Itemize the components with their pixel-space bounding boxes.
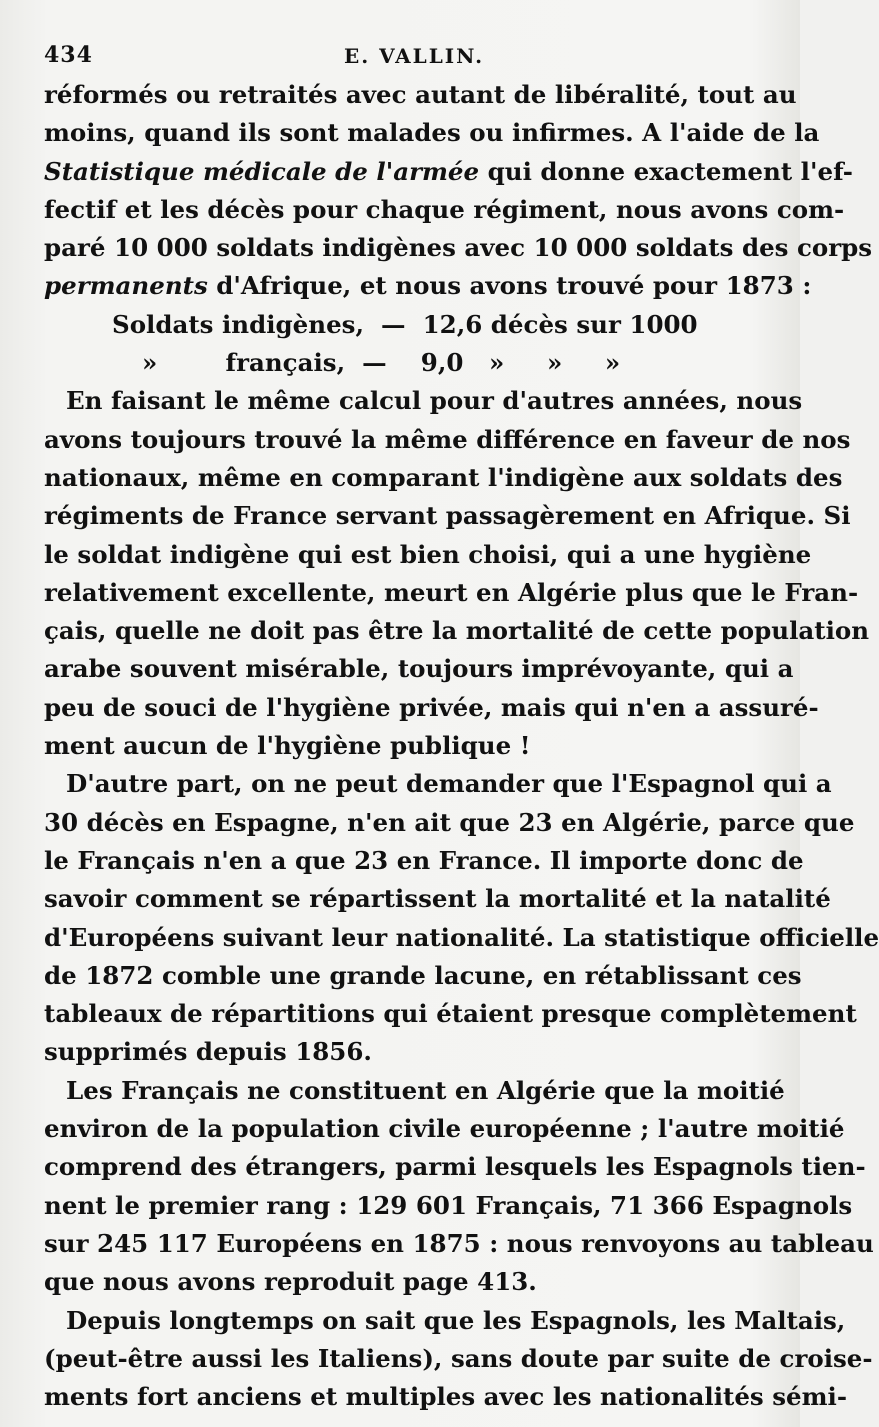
text-line bbox=[44, 421, 851, 459]
page-number: 434 bbox=[44, 42, 93, 68]
line-text: çais, quelle ne doit pas être la mortalité de cette population bbox=[44, 616, 870, 646]
running-head: E. VALLIN. bbox=[344, 44, 485, 68]
line-text: d'Afrique, et nous avons trouvé pour 1873 : bbox=[207, 271, 812, 301]
line-text: qui donne exactement l'ef- bbox=[479, 156, 853, 186]
line-text: supprimés depuis 1856. bbox=[44, 1037, 372, 1067]
line-text: arabe souvent misérable, toujours imprévoyante, qui a bbox=[44, 654, 794, 684]
text-line bbox=[44, 153, 853, 191]
text-line bbox=[44, 459, 843, 497]
text-line bbox=[44, 612, 870, 650]
text-line bbox=[44, 1187, 853, 1225]
italic-text: Statistique médicale de l'armée bbox=[44, 156, 480, 186]
text-line bbox=[44, 919, 879, 957]
line-text: savoir comment se répartissent la mortalité et la natalité bbox=[44, 884, 831, 914]
text-line bbox=[44, 650, 794, 688]
line-text: réformés ou retraités avec autant de libéralité, tout au bbox=[44, 80, 797, 109]
line-text: le soldat indigène qui est bien choisi, qui a une hygiène bbox=[44, 539, 812, 569]
text-line bbox=[44, 267, 812, 305]
line-text: le Français n'en a que 23 en France. Il importe donc de bbox=[44, 845, 804, 875]
line-text: En faisant le même calcul pour d'autres années, nous bbox=[66, 386, 803, 416]
text-line bbox=[44, 765, 832, 803]
text-line bbox=[44, 1072, 785, 1110]
line-text: fectif et les décès pour chaque régiment, nous avons com- bbox=[44, 194, 845, 224]
text-line bbox=[44, 382, 803, 420]
line-text: 30 décès en Espagne, n'en ait que 23 en Algérie, parce que bbox=[44, 807, 855, 837]
line-text: moins, quand ils sont malades ou infirmes. A l'aide de la bbox=[44, 118, 820, 148]
statistic-line: Soldats indigènes, — 12,6 décès sur 1000 bbox=[112, 309, 698, 339]
text-line bbox=[44, 727, 756, 765]
line-text: comprend des étrangers, parmi lesquels les Espagnols tien- bbox=[44, 1152, 866, 1182]
text-line bbox=[44, 497, 851, 535]
text-line bbox=[44, 574, 859, 612]
italic-text: permanents bbox=[44, 271, 208, 301]
line-text: (peut-être aussi les Italiens), sans doute par suite de croise- bbox=[44, 1343, 873, 1373]
line-text: régiments de France servant passagèrement en Afrique. Si bbox=[44, 501, 851, 531]
line-text: paré 10 000 soldats indigènes avec 10 000 soldats des corps bbox=[44, 233, 873, 263]
text-line bbox=[44, 1033, 756, 1071]
text-line bbox=[44, 191, 845, 229]
text-line bbox=[44, 114, 820, 152]
text-line bbox=[44, 1225, 874, 1263]
text-line bbox=[44, 880, 831, 918]
line-text: D'autre part, on ne peut demander que l'Espagnol qui a bbox=[66, 769, 832, 799]
line-text: peu de souci de l'hygiène privée, mais qui n'en a assuré- bbox=[44, 692, 819, 722]
text-line bbox=[44, 995, 857, 1033]
line-text: nationaux, même en comparant l'indigène aux soldats des bbox=[44, 462, 843, 492]
text-line bbox=[44, 1302, 846, 1340]
text-line bbox=[44, 1263, 756, 1301]
line-text: ment aucun de l'hygiène publique ! bbox=[44, 731, 531, 761]
text-line bbox=[44, 76, 797, 114]
text-line bbox=[44, 1340, 873, 1378]
body-text bbox=[44, 76, 879, 1416]
line-text: que nous avons reproduit page 413. bbox=[44, 1267, 537, 1297]
line-text: environ de la population civile européenne ; l'autre moitié bbox=[44, 1114, 845, 1144]
line-text: Depuis longtemps on sait que les Espagnols, les Maltais, bbox=[66, 1305, 846, 1335]
text-line bbox=[44, 1148, 866, 1186]
line-text: avons toujours trouvé la même différence en faveur de nos bbox=[44, 424, 851, 454]
text-line bbox=[44, 229, 873, 267]
text-line bbox=[44, 842, 804, 880]
line-text: sur 245 117 Européens en 1875 : nous renvoyons au tableau bbox=[44, 1228, 874, 1258]
statistic-line: » français, — 9,0 » » » bbox=[142, 348, 621, 378]
line-text: d'Européens suivant leur nationalité. La statistique officielle bbox=[44, 922, 879, 952]
text-line bbox=[44, 1110, 845, 1148]
page-header bbox=[44, 36, 756, 76]
line-text: Les Français ne constituent en Algérie que la moitié bbox=[66, 1075, 785, 1105]
line-text: ments fort anciens et multiples avec les nationalités sémi- bbox=[44, 1382, 848, 1412]
text-line bbox=[44, 689, 819, 727]
line-text: de 1872 comble une grande lacune, en rétablissant ces bbox=[44, 960, 802, 990]
line-text: tableaux de répartitions qui étaient presque complètement bbox=[44, 999, 857, 1029]
text-line bbox=[44, 1378, 848, 1416]
line-text: nent le premier rang : 129 601 Français, 71 366 Espagnols bbox=[44, 1190, 853, 1220]
text-line bbox=[44, 804, 855, 842]
text-line bbox=[44, 536, 812, 574]
text-line bbox=[44, 957, 802, 995]
line-text: relativement excellente, meurt en Algérie plus que le Fran- bbox=[44, 577, 859, 607]
